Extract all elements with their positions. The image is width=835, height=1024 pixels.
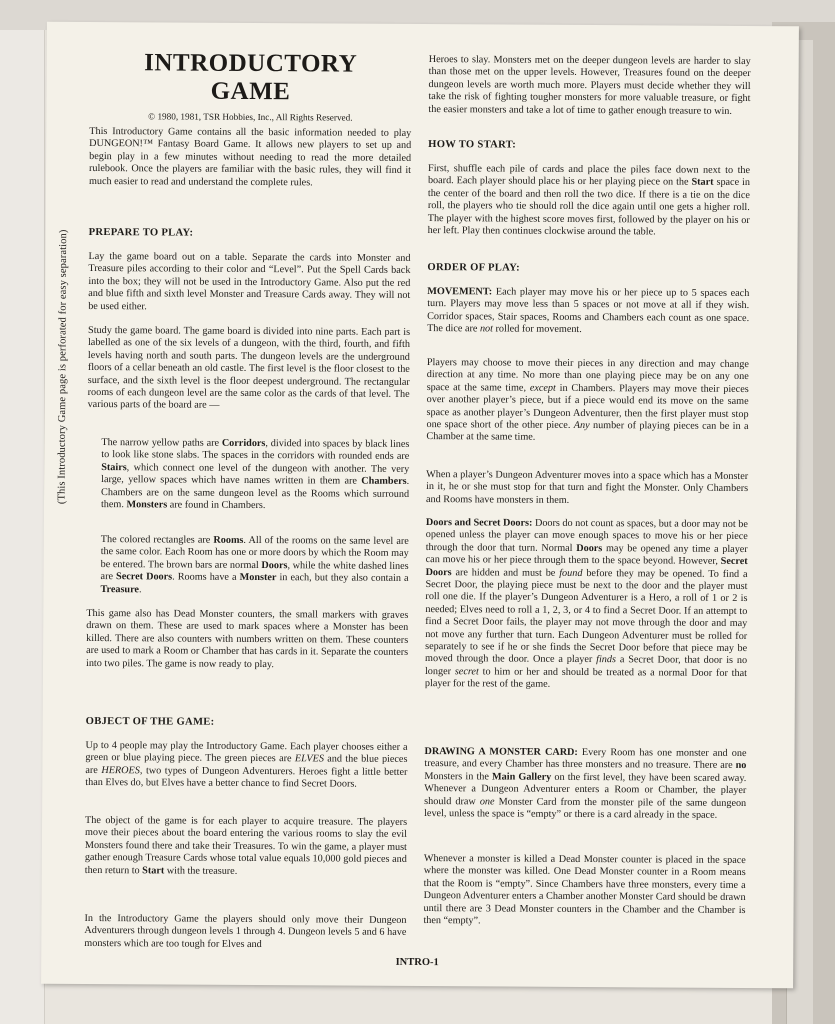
prepare-paragraph-2: Study the game board. The game board is divided into nine parts. Each part is labelled as one of the six levels of a dungeon, with the third, fourth, and fifth levels having north and south parts. The dungeon levels are the underground floors of a cellar beneath an old castle. The first level is the floor closest to the surface, and the sixth level is the floor deepest underground. The rectangular rooms of each dungeon level are the same color as the cards of that level. The various parts of the board are —: [87, 324, 411, 412]
object-paragraph-1: Up to 4 people may play the Introductory Game. Each player chooses either a green or blue playing piece. The green pieces are ELVES and the blue pieces are HEROES, two types of Dungeon Adventurers. Heroes fight a little better than Elves do, but Elves have a better chance to find Secret Doors.: [85, 739, 408, 790]
how-to-start-paragraph: First, shuffle each pile of cards and place the piles face down next to the board. Each player should place his or her playing piece on the Start space in the center of the board and then roll the two dice. If there is a tie on the dice roll, the players who tie should roll the dice again until one gets a higher roll. The player with the highest score moves first, followed by the player on his or her left. Play then continues clockwise around the table.: [427, 163, 751, 238]
box-left-wall: [0, 30, 45, 1024]
title-line-2: GAME: [210, 77, 291, 106]
order-of-play-heading: ORDER OF PLAY:: [427, 262, 520, 274]
rules-page: [41, 22, 799, 989]
prepare-paragraph-1: Lay the game board out on a table. Separate the cards into Monster and Treasure piles according to their color and “Level”. Put the Spell Cards back into the box; they will not be used in the Introductory Game. Also put the red and blue fifth and sixth level Monster and Treasure Cards away. They will not be used either.: [88, 250, 411, 312]
fight-monster-paragraph: When a player’s Dungeon Adventurer moves into a space which has a Monster in it, he or she must stop for that turn and fight the Monster. Only Chambers and Rooms have monsters in them.: [426, 469, 749, 506]
object-paragraph-3: In the Introductory Game the players should only move their Dungeon Adventurers through dungeon levels 1 through 4. Dungeon levels 5 and 6 have monsters which are too tough for Elves and: [84, 912, 407, 950]
page-title: [89, 49, 411, 107]
doors-paragraph: Doors and Secret Doors: Doors do not count as spaces, but a door may not be opened unless the player can move enough spaces to move his or her piece through the door that turn. Normal Doors may be opened any time a player can move his or her piece through them to the space beyond. However, Secret Doors are hidden and must be found before they may be opened. To find a Secret Door, the playing piece must be next to the door and the player must roll one die. If the player’s Dungeon Adventurer is a Hero, a roll of 1 or 2 is needed; Elves need to roll a 1, 2, 3, or 4 to find a Secret Door. If an attempt to find a Secret Door fails, the player may not move through the door and may not move any further that turn. Each Dungeon Adventurer must be rolled for separately to see if he or she finds the Secret Door before that piece may be moved through the door. Once a player finds a Secret Door, that door is no longer secret to him or her and should be treated as a normal Door for that player for the rest of the game.: [424, 517, 748, 691]
how-to-start-heading: HOW TO START:: [428, 139, 517, 151]
page-number: INTRO-1: [395, 956, 439, 969]
copyright: © 1980, 1981, TSR Hobbies, Inc., All Rights Reserved.: [148, 111, 353, 123]
monster-killed-paragraph: Whenever a monster is killed a Dead Monster counter is placed in the space where the monster was killed. One Dead Monster counter in a Room means that the Room is “empty”. Since Chambers have three monsters, every time a Dungeon Adventurer enters a Chamber another Monster Card should be drawn until there are 3 Dead Monster counters in the Chamber and the Chamber is then “empty”.: [423, 853, 746, 927]
prepare-heading: PREPARE TO PLAY:: [88, 226, 194, 239]
dead-monster-paragraph: This game also has Dead Monster counters, the small markers with graves drawn on them. These are used to mark spaces where a Monster has been killed. There are also counters with numbers written on them. These counters are used to mark a Room or Chamber that has cards in it. Separate the counters into two piles. The game is now ready to play.: [85, 607, 409, 670]
object-heading: OBJECT OF THE GAME:: [85, 715, 215, 728]
title-line-1: INTRODUCTORY: [144, 49, 358, 78]
perforation-note: [56, 229, 70, 505]
object-paragraph-2: The object of the game is for each player to acquire treasure. The players move their pieces about the board entering the various rooms to slay the evil Monsters found there and take their Treasures. To win the game, a player must gather enough Treasure Cards whose total value equals 10,000 gold pieces and then return to Start with the treasure.: [84, 814, 408, 877]
rooms-paragraph: The colored rectangles are Rooms. All of the rooms on the same level are the same color. Each Room has one or more doors by which the Room may be entered. The brown bars are normal Doors, while the white dashed lines are Secret Doors. Rooms have a Monster in each, but they also contain a Treasure.: [100, 534, 409, 595]
perforation-note-text: (This Introductory Game page is perforated for easy separation): [56, 229, 70, 505]
corridors-paragraph: The narrow yellow paths are Corridors, divided into spaces by black lines to look like stone slabs. The spaces in the corridors with rounded ends are Stairs, which connect one level of the dungeon with another. The very large, yellow spaces which have names written in them are Chambers. Chambers are on the same dungeon level as the Rooms which surround them. Monsters are found in Chambers.: [100, 437, 410, 512]
intro-paragraph: This Introductory Game contains all the basic information needed to play DUNGEON!™ Fantasy Board Game. It allows new players to set up and begin play in a few minutes without needing to read the more detailed rulebook. Once the players are familiar with the basic rules, they will find it much easier to read and understand the complete rules.: [88, 125, 412, 188]
continued-paragraph: Heroes to slay. Monsters met on the deeper dungeon levels are harder to slay than those met on the upper levels. However, Treasures found on the deeper dungeon levels are worth much more. Players must decide whether they will take the risk of fighting tougher monsters for more valuable treasure, or fight the easier monsters and take a lot of time to gather enough treasure to win.: [428, 54, 751, 117]
draw-monster-card-paragraph: DRAWING A MONSTER CARD: Every Room has one monster and one treasure, and every Chamber has three monsters and no treasure. There are no Monsters in the Main Gallery on the first level, they have been scared away. Whenever a Dungeon Adventurer enters a Room or Chamber, the player should draw one Monster Card from the monster pile of the same dungeon level, unless the space is “empty” or there is a card already in the space.: [424, 746, 747, 821]
movement-paragraph: MOVEMENT: Each player may move his or her piece up to 5 spaces each turn. Players may move less than 5 spaces or not move at all if they wish. Corridor spaces, Stair spaces, Rooms and Chambers each count as one space. The dice are not rolled for movement.: [427, 286, 750, 336]
directions-paragraph: Players may choose to move their pieces in any direction and may change direction at any time. No more than one playing piece may be on any one space at the same time, except in Chambers. Players may move their pieces over another player’s piece, but if a piece would end its move on the same space as another player’s Dungeon Adventurer, then the first player must stop one space short of the other piece. Any number of playing pieces can be in a Chamber at the same time.: [426, 357, 749, 444]
